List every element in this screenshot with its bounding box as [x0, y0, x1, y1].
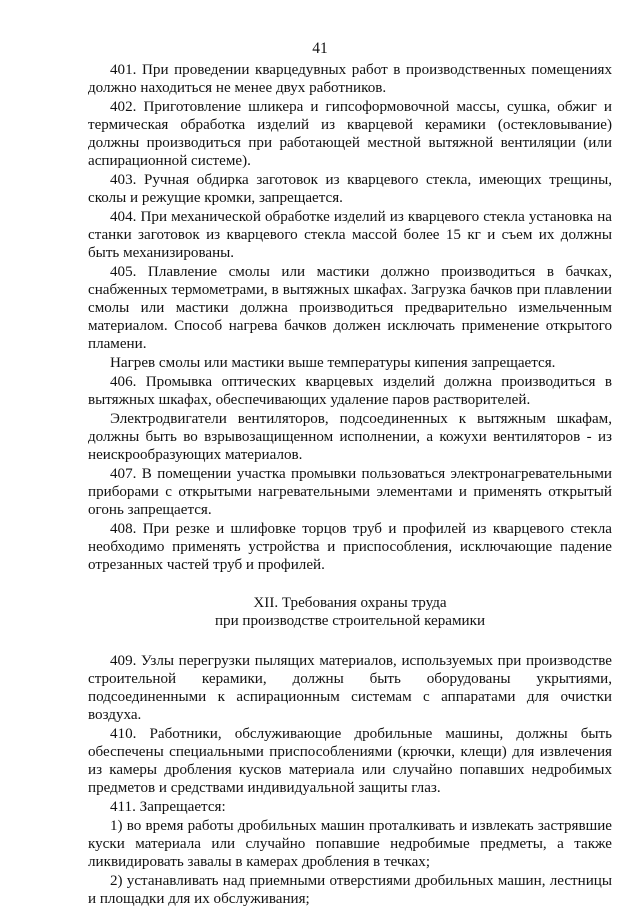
- paragraph-410: 410. Работники, обслуживающие дробильные машины, должны быть обеспечены специальными приспособлениями (крючки, клещи) для извлечения из камеры дробления кусков материала или случайно попавших недробимых предметов и средствами индивидуальной защиты глаз.: [88, 725, 612, 796]
- paragraph-411-item-2: 2) устанавливать над приемными отверстиями дробильных машин, лестницы и площадки для их обслуживания;: [88, 872, 612, 907]
- document-body: [88, 62, 612, 910]
- paragraph-407: 407. В помещении участка промывки пользоваться электронагревательными приборами с открытыми нагревательными элементами и применять открытый огонь запрещается.: [88, 466, 612, 519]
- paragraph-405-continued: Нагрев смолы или мастики выше температуры кипения запрещается.: [110, 354, 556, 371]
- paragraph-411-item-1: 1) во время работы дробильных машин проталкивать и извлекать застрявшие куски материала или случайно попавшие недробимые предметы, а также ликвидировать завалы в камерах дробления в течках;: [88, 817, 612, 870]
- paragraph-409: 409. Узлы перегрузки пылящих материалов, используемых при производстве строительной керамики, должны быть оборудованы укрытиями, подсоединенными к аспирационным системам с аппаратами для очистки воздуха.: [88, 652, 612, 723]
- section-title-line-1: XII. Требования охраны труда: [253, 595, 447, 612]
- paragraph-408: 408. При резке и шлифовке торцов труб и профилей из кварцевого стекла необходимо применять устройства и приспособления, исключающие падение отрезанных частей труб и профилей.: [88, 521, 612, 574]
- paragraph-406: 406. Промывка оптических кварцевых изделий должна производиться в вытяжных шкафах, обеспечивающих удаление паров растворителей.: [88, 374, 612, 409]
- paragraph-401: 401. При проведении кварцедувных работ в производственных помещениях должно находиться не менее двух работников.: [88, 62, 612, 96]
- section-title-line-2: при производстве строительной керамики: [214, 612, 486, 629]
- paragraph-402: 402. Приготовление шликера и гипсоформовочной массы, сушка, обжиг и термическая обработка изделий из кварцевой керамики (остекловывание) должны производиться при работающей местной вытяжной вентиляции (или аспирационной системе).: [88, 99, 612, 169]
- paragraph-403: 403. Ручная обдирка заготовок из кварцевого стекла, имеющих трещины, сколы и режущие кромки, запрещается.: [88, 172, 612, 206]
- paragraph-405: 405. Плавление смолы или мастики должно производиться в бачках, снабженных термометрами, в вытяжных шкафах. Загрузка бачков при плавлении смолы или мастики должна производиться предварительно измельченным материалом. Способ нагрева бачков должен исключать применение открытого пламени.: [88, 264, 612, 352]
- paragraph-406-continued: Электродвигатели вентиляторов, подсоединенных к вытяжным шкафам, должны быть во взрывозащищенном исполнении, а кожухи вентиляторов - из неискрообразующих материалов.: [88, 411, 612, 464]
- paragraph-404: 404. При механической обработке изделий из кварцевого стекла установка на станки заготовок из кварцевого стекла массой более 15 кг и съем их должны быть механизированы.: [88, 209, 612, 261]
- page-number: 41: [312, 40, 328, 57]
- section-heading: [88, 595, 612, 631]
- paragraph-411: 411. Запрещается:: [110, 798, 226, 815]
